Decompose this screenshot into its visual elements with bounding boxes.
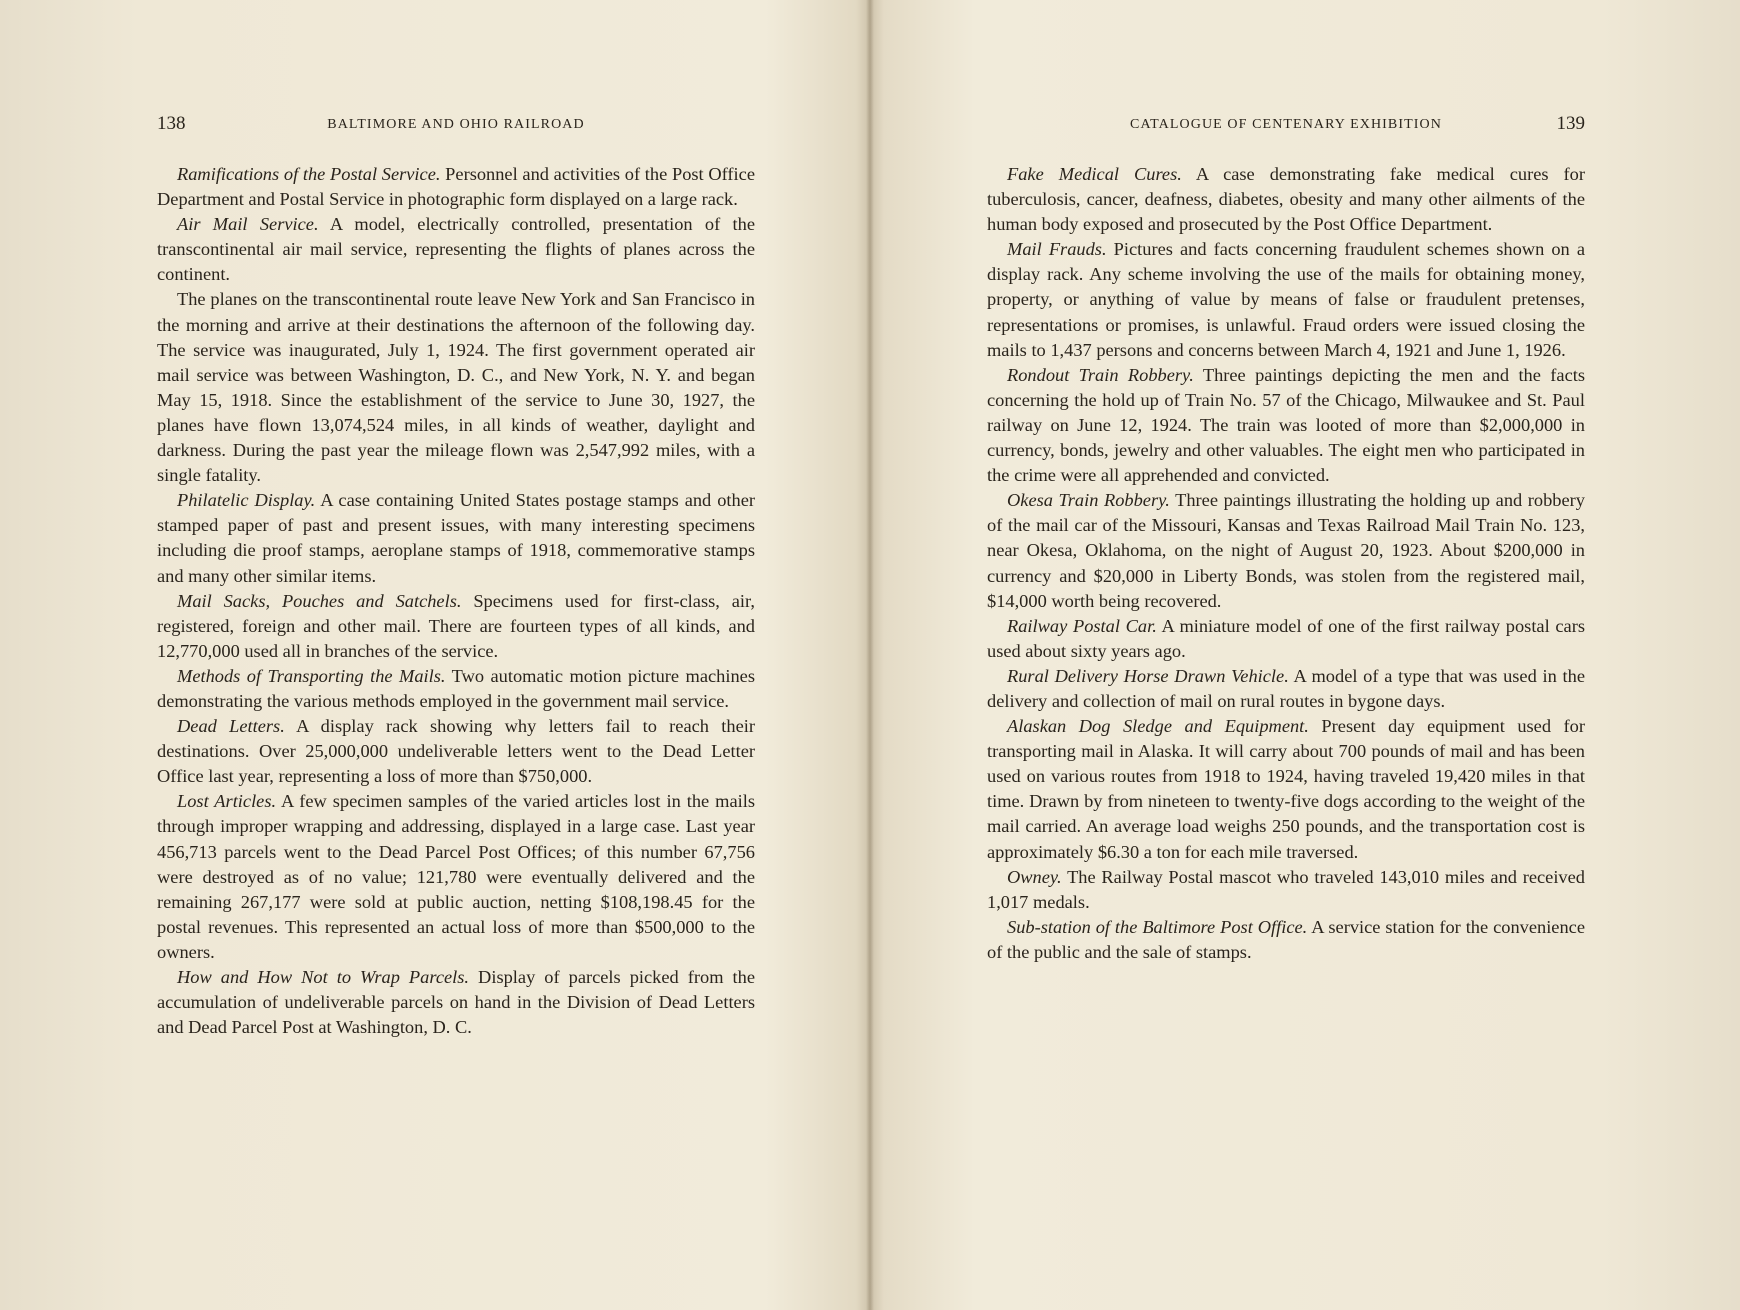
entry-text: A service station for the convenience of the public and the sale of stamps. — [987, 916, 1585, 962]
paragraph-okesa-robbery — [987, 488, 1585, 613]
right-page-number: 139 — [1556, 113, 1585, 134]
paragraph-owney — [987, 865, 1585, 915]
entry-heading: Alaskan Dog Sledge and Equipment. — [1007, 716, 1309, 737]
paragraph-philatelic — [157, 488, 755, 588]
entry-text: A model, electrically controlled, presentation of the transcontinental air mail service, representing the flights of planes across the continent. — [157, 214, 755, 285]
entry-heading: Rural Delivery Horse Drawn Vehicle. — [1007, 665, 1289, 686]
paragraph-mail-frauds — [987, 237, 1585, 362]
paragraph-dog-sledge — [987, 714, 1585, 865]
paragraph-rondout-robbery — [987, 363, 1585, 488]
paragraph-transporting-mails — [157, 664, 755, 714]
entry-heading: Ramifications of the Postal Service. — [177, 164, 441, 184]
left-page-body — [157, 162, 755, 1040]
paragraph-lost-articles — [157, 789, 755, 965]
entry-text: Display of parcels picked from the accumulation of undeliverable parcels on hand in the Division of Dead Letters and Dead Parcel Post at Washington, D. C. — [157, 967, 755, 1038]
entry-heading: Mail Frauds. — [1007, 239, 1107, 260]
book-gutter — [866, 0, 874, 1310]
entry-text: A model of a type that was used in the delivery and collection of mail on rural routes in bygone days. — [987, 665, 1585, 711]
left-page-number: 138 — [157, 113, 186, 134]
entry-text: Personnel and activities of the Post Office Department and Postal Service in photographic form displayed on a large rack. — [157, 164, 755, 210]
entry-text: A case demonstrating fake medical cures for tuberculosis, cancer, deafness, diabetes, obesity and many other ailments of the human body exposed and prosecuted by the Post Office Department. — [987, 164, 1585, 235]
left-page — [157, 0, 755, 1310]
entry-heading: Rondout Train Robbery. — [1007, 364, 1194, 385]
paragraph-wrap-parcels — [157, 965, 755, 1040]
paragraph-dead-letters — [157, 714, 755, 789]
left-running-title: BALTIMORE AND OHIO RAILROAD — [327, 117, 585, 132]
entry-text: Present day equipment used for transporting mail in Alaska. It will carry about 700 pounds of mail and has been used on various routes from 1918 to 1924, having traveled 19,420 miles in that time. Drawn by from nineteen to twenty-five dogs according to the weight of the mail carried. An average load weighs 250 pounds, and the transportation cost is approximately $6.30 a ton for each mile traversed. — [987, 716, 1585, 862]
right-page — [987, 0, 1585, 1310]
paragraph-postal-service — [157, 162, 755, 212]
entry-text: The planes on the transcontinental route leave New York and San Francisco in the morning and arrive at their destinations the afternoon of the following day. The service was inaugurated, July 1, 1924. The first government operated air mail service was between Washington, D. C., and New York, N. Y. and began May 15, 1918. Since the establishment of the service to June 30, 1927, the planes have flown 13,074,524 miles, in all kinds of weather, daylight and darkness. During the past year the mileage flown was 2,547,992 miles, with a single fatality. — [157, 289, 755, 486]
right-page-header — [987, 113, 1585, 137]
entry-heading: Okesa Train Robbery. — [1007, 490, 1170, 511]
entry-text: Three paintings illustrating the holding up and robbery of the mail car of the Missouri, Kansas and Texas Railroad Mail Train No. 123, near Okesa, Oklahoma, on the night of August 20, 1923. About $200,000 in currency and $20,000 in Liberty Bonds, was stolen from the registered mail, $14,000 worth being recovered. — [987, 490, 1585, 611]
entry-heading: Owney. — [1007, 866, 1062, 887]
entry-text: Pictures and facts concerning fraudulent schemes shown on a display rack. Any scheme involving the use of the mails for obtaining money, property, or anything of value by means of false or fraudulent pretenses, representations or promises, is unlawful. Fraud orders were issued closing the mails to 1,437 persons and concerns between March 4, 1921 and June 1, 1926. — [987, 239, 1585, 360]
left-page-header — [157, 113, 755, 137]
entry-text: A case containing United States postage stamps and other stamped paper of past and present issues, with many interesting specimens including die proof stamps, aeroplane stamps of 1918, commemorative stamps and many other similar items. — [157, 490, 755, 586]
entry-heading: Air Mail Service. — [177, 214, 319, 235]
entry-text: A display rack showing why letters fail to reach their destinations. Over 25,000,000 undeliverable letters went to the Dead Letter Office last year, representing a loss of more than $750,000. — [157, 716, 755, 787]
entry-heading: Mail Sacks, Pouches and Satchels. — [177, 590, 462, 611]
entry-text: Specimens used for first-class, air, registered, foreign and other mail. There are fourteen types of all kinds, and 12,770,000 used all in branches of the service. — [157, 590, 755, 661]
paragraph-railway-postal-car — [987, 614, 1585, 664]
paragraph-rural-delivery — [987, 664, 1585, 714]
entry-text: Three paintings depicting the men and the facts concerning the hold up of Train No. 57 of the Chicago, Milwaukee and St. Paul railway on June 12, 1924. The train was looted of more than $2,000,000 in currency, bonds, jewelry and other valuables. The eight men who participated in the crime were all apprehended and convicted. — [987, 364, 1585, 486]
paragraph-air-mail-detail — [157, 287, 755, 488]
entry-heading: Lost Articles. — [177, 791, 277, 812]
paragraph-mail-sacks — [157, 589, 755, 664]
right-page-body — [987, 162, 1585, 965]
paragraph-fake-cures — [987, 162, 1585, 237]
entry-heading: Fake Medical Cures. — [1007, 164, 1182, 184]
entry-heading: Dead Letters. — [177, 716, 285, 737]
paragraph-air-mail — [157, 212, 755, 287]
entry-heading: Philatelic Display. — [177, 490, 316, 511]
entry-heading: Railway Postal Car. — [1007, 615, 1157, 636]
entry-text: The Railway Postal mascot who traveled 143,010 miles and received 1,017 medals. — [987, 866, 1585, 912]
entry-text: A miniature model of one of the first railway postal cars used about sixty years ago. — [987, 615, 1585, 661]
entry-text: Two automatic motion picture machines demonstrating the various methods employed in the government mail service. — [157, 665, 756, 711]
paragraph-sub-station — [987, 915, 1585, 965]
entry-heading: Methods of Transporting the Mails. — [177, 665, 446, 686]
right-running-title: CATALOGUE OF CENTENARY EXHIBITION — [1130, 117, 1442, 132]
entry-heading: Sub-station of the Baltimore Post Office. — [1007, 916, 1308, 937]
entry-text: A few specimen samples of the varied articles lost in the mails through improper wrapping and addressing, displayed in a large case. Last year 456,713 parcels went to the Dead Parcel Post Offices; of this number 67,756 were destroyed as of no value; 121,780 were eventually delivered and the remaining 267,177 were sold at public auction, netting $108,198.45 for the postal revenues. This represented an actual loss of more than $500,000 to the owners. — [157, 791, 755, 962]
entry-heading: How and How Not to Wrap Parcels. — [177, 967, 470, 987]
